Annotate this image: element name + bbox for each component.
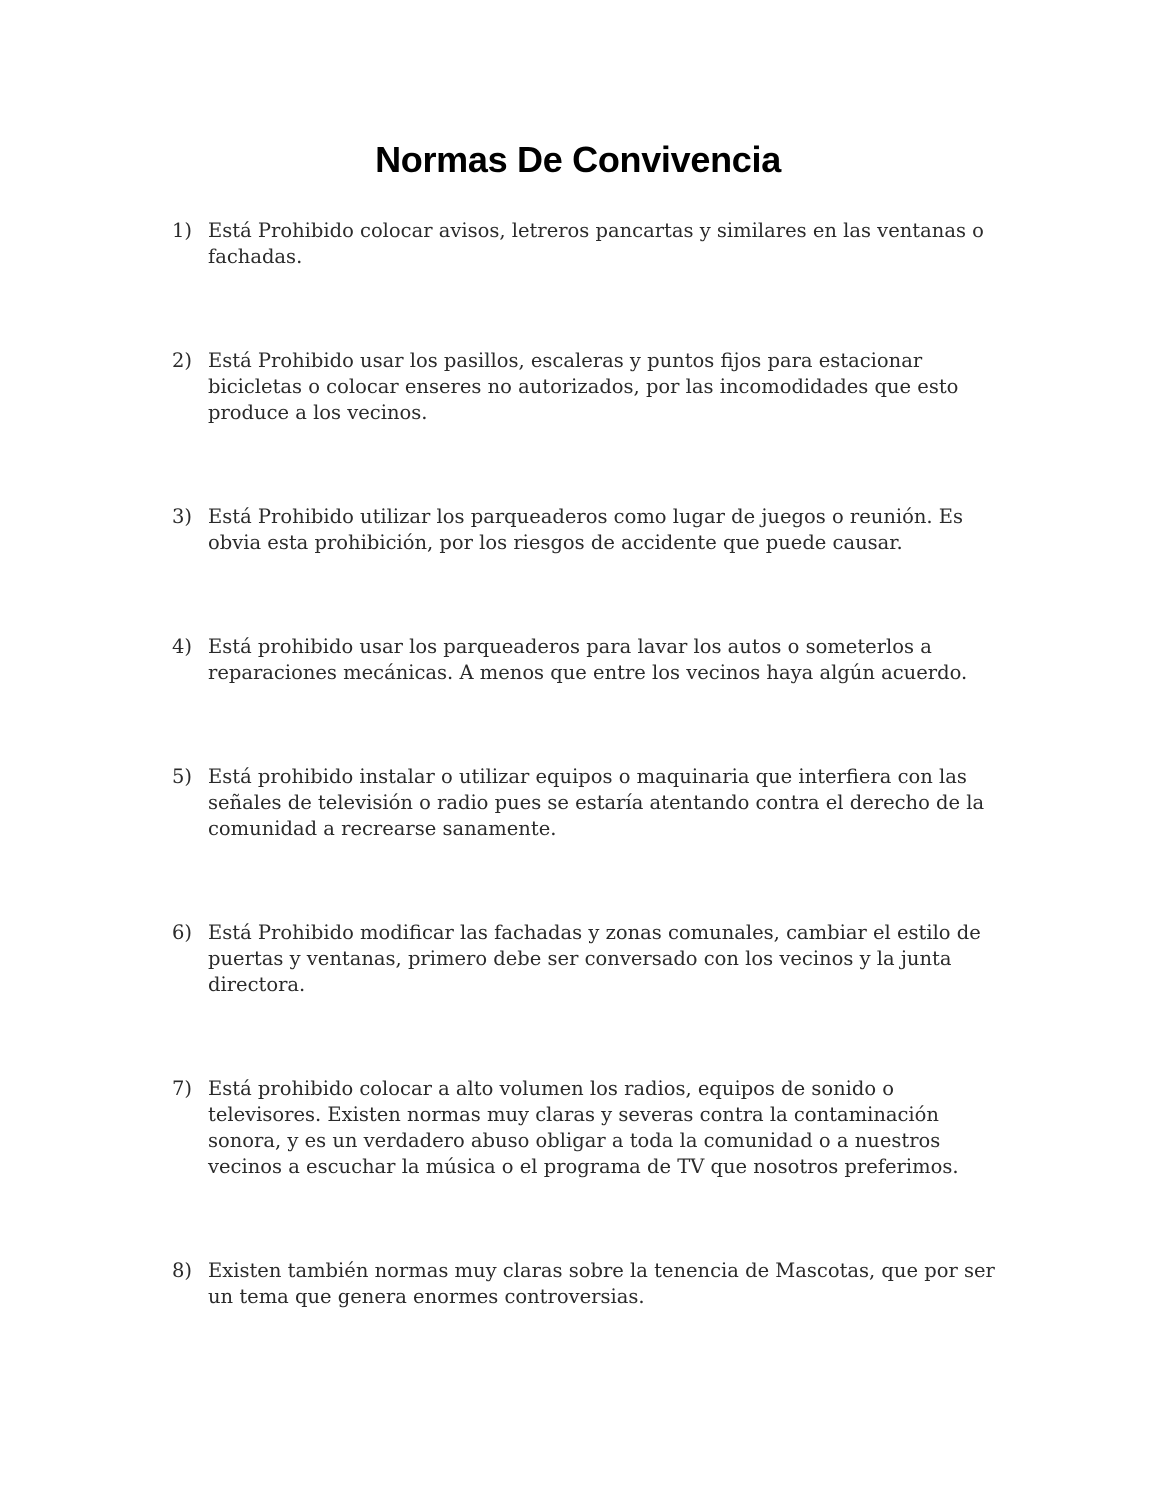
rule-item-6 <box>172 920 1002 998</box>
rule-number: 4) <box>172 635 193 658</box>
page-title: Normas De Convivencia <box>375 139 781 180</box>
rule-text: Está Prohibido colocar avisos, letreros pancartas y similares en las ventanas o fachadas. <box>208 219 984 268</box>
rule-number: 7) <box>172 1077 193 1100</box>
rule-item-3 <box>172 504 1002 556</box>
rule-item-8 <box>172 1258 1002 1310</box>
rule-number: 2) <box>172 349 193 372</box>
rule-text: Está prohibido instalar o utilizar equipos o maquinaria que interfiera con las señales de televisión o radio pues se estaría atentando contra el derecho de la comunidad a recrearse sanamente. <box>208 765 985 840</box>
rule-text: Está Prohibido usar los pasillos, escaleras y puntos fijos para estacionar bicicletas o colocar enseres no autorizados, por las incomodidades que esto produce a los vecinos. <box>208 349 959 424</box>
rule-number: 3) <box>172 505 193 528</box>
rule-item-5 <box>172 764 1002 842</box>
rule-item-4 <box>172 634 1002 686</box>
rule-text: Está prohibido usar los parqueaderos para lavar los autos o someterlos a reparaciones mecánicas. A menos que entre los vecinos haya algún acuerdo. <box>208 635 968 684</box>
rule-text: Está Prohibido modificar las fachadas y zonas comunales, cambiar el estilo de puertas y ventanas, primero debe ser conversado con los vecinos y la junta directora. <box>208 921 981 996</box>
rule-number: 6) <box>172 921 193 944</box>
rule-text: Está Prohibido utilizar los parqueaderos como lugar de juegos o reunión. Es obvia esta prohibición, por los riesgos de accidente que puede causar. <box>208 505 964 554</box>
rule-number: 5) <box>172 765 193 788</box>
rule-item-2 <box>172 348 1002 426</box>
rule-text: Está prohibido colocar a alto volumen los radios, equipos de sonido o televisores. Existen normas muy claras y severas contra la contaminación sonora, y es un verdadero abuso obligar a toda la comunidad o a nuestros vecinos a escuchar la música o el programa de TV que nosotros preferimos. <box>208 1077 959 1178</box>
rule-text: Existen también normas muy claras sobre la tenencia de Mascotas, que por ser un tema que genera enormes controversias. <box>208 1259 995 1308</box>
rule-number: 8) <box>172 1259 193 1282</box>
rule-number: 1) <box>172 219 193 242</box>
rule-item-1 <box>172 218 1002 270</box>
rule-item-7 <box>172 1076 1002 1180</box>
